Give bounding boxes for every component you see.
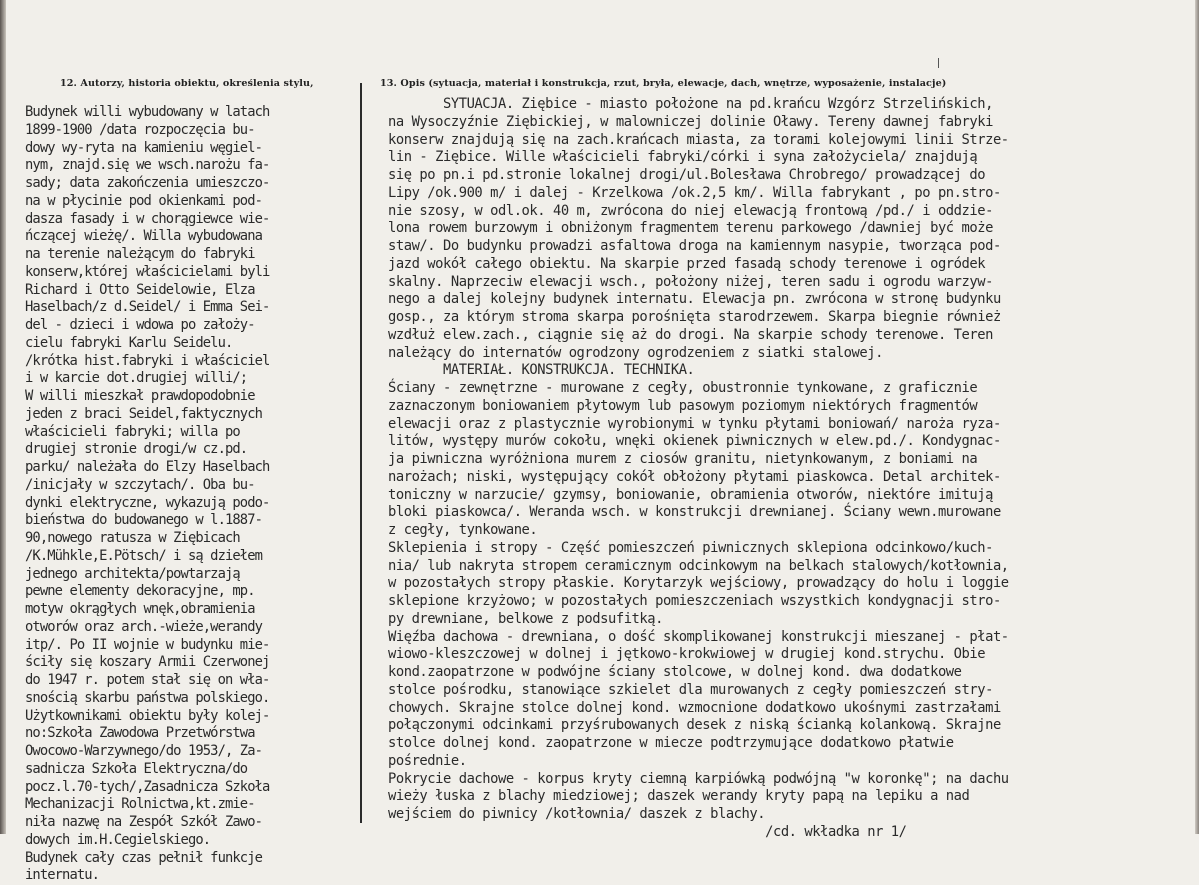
text-line: gosp., za którym stroma skarpa porośnięta starodrzewem. Skarpa biegnie również: [388, 309, 1001, 325]
text-line: ja piwniczna wyróżniona murem z ciosów granitu, nietynkowanym, z boniami na: [388, 451, 978, 467]
text-line: dowych im.H.Cegielskiego.: [25, 831, 211, 848]
text-line: się po pn.i pd.stronie lokalnej drogi/ul.Bolesława Chrobrego/ prowadzącej do: [388, 167, 986, 183]
text-line: drugiej stronie drogi/w cz.pd.: [25, 441, 248, 458]
text-line: skalny. Naprzeciw elewacji wsch., położony niżej, teren sadu i ogrodu warzyw-: [388, 273, 993, 290]
text-line: stolce dolnej kond. zaopatrzone w miecze podtrzymujące dodatkowo płatwie: [388, 735, 954, 751]
text-line: wzdłuż elew.zach., ciągnie się aż do drogi. Na skarpie schody terenowe. Teren: [388, 326, 993, 343]
text-line: konserw znajdują się na zach.krańcach miasta, za torami kolejowymi linii Strze-: [388, 131, 1009, 148]
text-line: Lipy /ok.900 m/ i dalej - Krzelkowa /ok.2,5 km/. Willa fabrykant , po pn.stro-: [388, 184, 1001, 201]
text-line: py drewniane, belkowe z podsufitką.: [388, 610, 663, 627]
text-line: Budynek cały czas pełnił funkcje: [25, 849, 263, 866]
text-line: SYTUACJA. Ziębice - miasto położone na pd.krańcu Wzgórz Strzelińskich,: [388, 96, 993, 112]
text-line: niła nazwę na Zespół Szkół Zawo-: [25, 814, 263, 830]
text-line: wiowo-kleszczowej w dolnej i jętkowo-krokwiowej w drugiej kond.strychu. Obie: [388, 646, 986, 663]
text-line: konserw,której właścicielami byli: [25, 263, 270, 280]
text-line: jeden z braci Seidel,faktycznych: [25, 405, 263, 422]
text-line: chowych. Skrajne stolce dolnej kond. wzmocnione dodatkowo ukośnymi zastrzałami: [388, 699, 1001, 716]
text-line: /cd. wkładka nr 1/: [388, 823, 907, 840]
text-line: na Wysoczyźnie Ziębickiej, w malowniczej dolinie Oławy. Tereny dawnej fabryki: [388, 113, 993, 130]
page-left-edge: [0, 0, 6, 834]
text-line: Sklepienia i stropy - Część pomieszczeń piwnicznych sklepiona odcinkowo/kuch-: [388, 539, 993, 556]
text-line: dynki elektryczne, wykazują podo-: [25, 494, 270, 511]
text-line: parku/ należała do Elzy Haselbach: [25, 459, 270, 475]
text-line: snością skarbu państwa polskiego.: [25, 689, 270, 706]
text-line: 90,nowego ratusza w Ziębicach: [25, 530, 240, 546]
text-line: ściły się koszary Armii Czerwonej: [25, 654, 270, 671]
section-12-header: 12. Autorzy, historia obiektu, określenia stylu,: [60, 78, 314, 89]
text-line: MATERIAŁ. KONSTRUKCJA. TECHNIKA.: [388, 362, 695, 379]
text-line: nego a dalej kolejny budynek internatu. Elewacja pn. zwrócona w stronę budynku: [388, 291, 1001, 308]
text-line: Owocowo-Warzywnego/do 1953/, Za-: [25, 743, 263, 759]
text-line: wejściem do piwnicy /kotłownia/ daszek z blachy.: [388, 806, 766, 822]
text-line: lin - Ziębice. Wille właścicieli fabryki/córki i syna założyciela/ znajdują: [388, 149, 978, 166]
text-line: staw/. Do budynku prowadzi asfaltowa droga na kamiennym nasypie, tworząca pod-: [388, 238, 1001, 254]
text-line: zaznaczonym boniowaniem płytowym lub pasowym poziomym niektórych fragmentów: [388, 397, 978, 414]
text-line: nym, znajd.się we wsch.narożu fa-: [25, 157, 270, 174]
text-line: nia/ lub nakryta stropem ceramicznym odcinkowym na belkach stalowych/kotłownia,: [388, 557, 1009, 574]
text-line: Budynek willi wybudowany w latach: [25, 104, 270, 120]
text-line: należący do internatów ogrodzony ogrodzeniem z siatki stalowej.: [388, 344, 883, 361]
text-line: jazd wokół całego obiektu. Na skarpie przed fasadą schody terenowe i ogródek: [388, 255, 986, 272]
tick-mark: [938, 58, 939, 68]
section-13-header: 13. Opis (sytuacja, materiał i konstrukcja, rzut, bryła, elewacje, dach, wnętrze, wyposażenie, instalacje): [380, 78, 947, 89]
text-line: 1899-1900 /data rozpoczęcia bu-: [25, 121, 255, 138]
text-line: stolce pośrodku, stanowiące szkielet dla murowanych z cegły pomieszczeń stry-: [388, 681, 993, 698]
description-text: [388, 96, 1196, 842]
text-line: i w karcie dot.drugiej willi/;: [25, 370, 248, 387]
text-line: bieństwa do budowanego w l.1887-: [25, 512, 263, 529]
text-line: do 1947 r. potem stał się on wła-: [25, 672, 270, 688]
text-line: sady; data zakończenia umieszczo-: [25, 175, 270, 191]
text-line: wieży łuska z blachy miedziowej; daszek werandy kryty papą na lepiku a nad: [388, 788, 970, 805]
text-line: Mechanizacji Rolnictwa,kt.zmie-: [25, 796, 255, 813]
text-line: jednego architekta/powtarzają: [25, 565, 240, 582]
text-line: no:Szkoła Zawodowa Przetwórstwa: [25, 725, 255, 742]
text-line: del - dzieci i wdowa po założy-: [25, 317, 255, 333]
text-line: dasza fasady i w chorągiewce wie-: [25, 210, 270, 227]
text-line: dowy wy-ryta na kamieniu węgiel-: [25, 139, 263, 156]
text-line: W willi mieszkał prawdopodobnie: [25, 388, 255, 404]
text-line: cielu fabryki Karlu Seidelu.: [25, 334, 233, 351]
text-line: sklepione krzyżowo; w pozostałych pomieszczeniach wszystkich kondygnacji stro-: [388, 593, 1001, 609]
text-line: Haselbach/z d.Seidel/ i Emma Sei-: [25, 299, 270, 316]
text-line: toniczny w narzucie/ gzymsy, boniowanie, obramienia otworów, niektóre imitują: [388, 486, 993, 503]
text-line: pośrednie.: [388, 752, 467, 769]
text-line: kond.zaopatrzone w podwójne ściany stolcowe, w dolnej kond. dwa dodatkowe: [388, 664, 962, 680]
text-line: sadnicza Szkoła Elektryczna/do: [25, 760, 248, 777]
text-line: litów, występy murów cokołu, wnęki okienek piwnicznych w elew.pd./. Kondygnac-: [388, 433, 1001, 450]
text-line: Richard i Otto Seidelowie, Elza: [25, 281, 255, 298]
text-line: na terenie należącym do fabryki: [25, 246, 255, 262]
text-line: /K.Mühkle,E.Pötsch/ i są dziełem: [25, 547, 263, 564]
text-line: Użytkownikami obiektu były kolej-: [25, 707, 270, 724]
text-line: elewacji oraz z plastycznie wyrobionymi w tynku płytami boniowań/ naroża ryza-: [388, 415, 1001, 432]
text-line: pewne elementy dekoracyjne, mp.: [25, 583, 255, 600]
text-line: Pokrycie dachowe - korpus kryty ciemną karpiówką podwójną "w koronkę"; na dachu: [388, 770, 1009, 787]
text-line: z cegły, tynkowane.: [388, 522, 538, 538]
text-line: internatu.: [25, 867, 100, 884]
text-line: pocz.l.70-tych/,Zasadnicza Szkoła: [25, 778, 270, 795]
text-line: Ściany - zewnętrzne - murowane z cegły, obustronnie tynkowane, z graficznie: [388, 380, 978, 396]
text-line: motyw okrągłych wnęk,obramienia: [25, 601, 255, 617]
text-line: na w płycinie pod okienkami pod-: [25, 192, 263, 209]
text-line: połączonymi odcinkami przyśrubowanych desek z niską ścianką kolankową. Skrajne: [388, 717, 1001, 734]
history-text: [25, 104, 361, 885]
text-line: /krótka hist.fabryki i właściciel: [25, 352, 270, 369]
text-line: w pozostałych stropy płaskie. Korytarzyk wejściowy, prowadzący do holu i loggie: [388, 575, 1009, 592]
text-line: itp/. Po II wojnie w budynku mie-: [25, 636, 270, 653]
text-line: bloki piaskowca/. Weranda wsch. w konstrukcji drewnianej. Ściany wewn.murowane: [388, 504, 1001, 521]
text-line: lona rowem burzowym i obniżonym fragmentem terenu parkowego /dawniej być może: [388, 220, 993, 237]
text-line: nie szosy, w odl.ok. 40 m, zwrócona do niej elewacją frontową /pd./ i oddzie-: [388, 202, 993, 219]
text-line: otworów oraz arch.-wieże,werandy: [25, 618, 263, 635]
text-line: Więźba dachowa - drewniana, o dość skomplikowanej konstrukcji mieszanej - płat-: [388, 628, 1009, 645]
text-line: /inicjały w szczytach/. Oba bu-: [25, 476, 255, 493]
text-line: narożach; niski, występujący cokół obłożony płytami piaskowca. Detal architek-: [388, 468, 1001, 485]
text-line: ńczącej wieżę/. Willa wybudowana: [25, 228, 263, 245]
text-line: właścicieli fabryki; willa po: [25, 423, 240, 440]
